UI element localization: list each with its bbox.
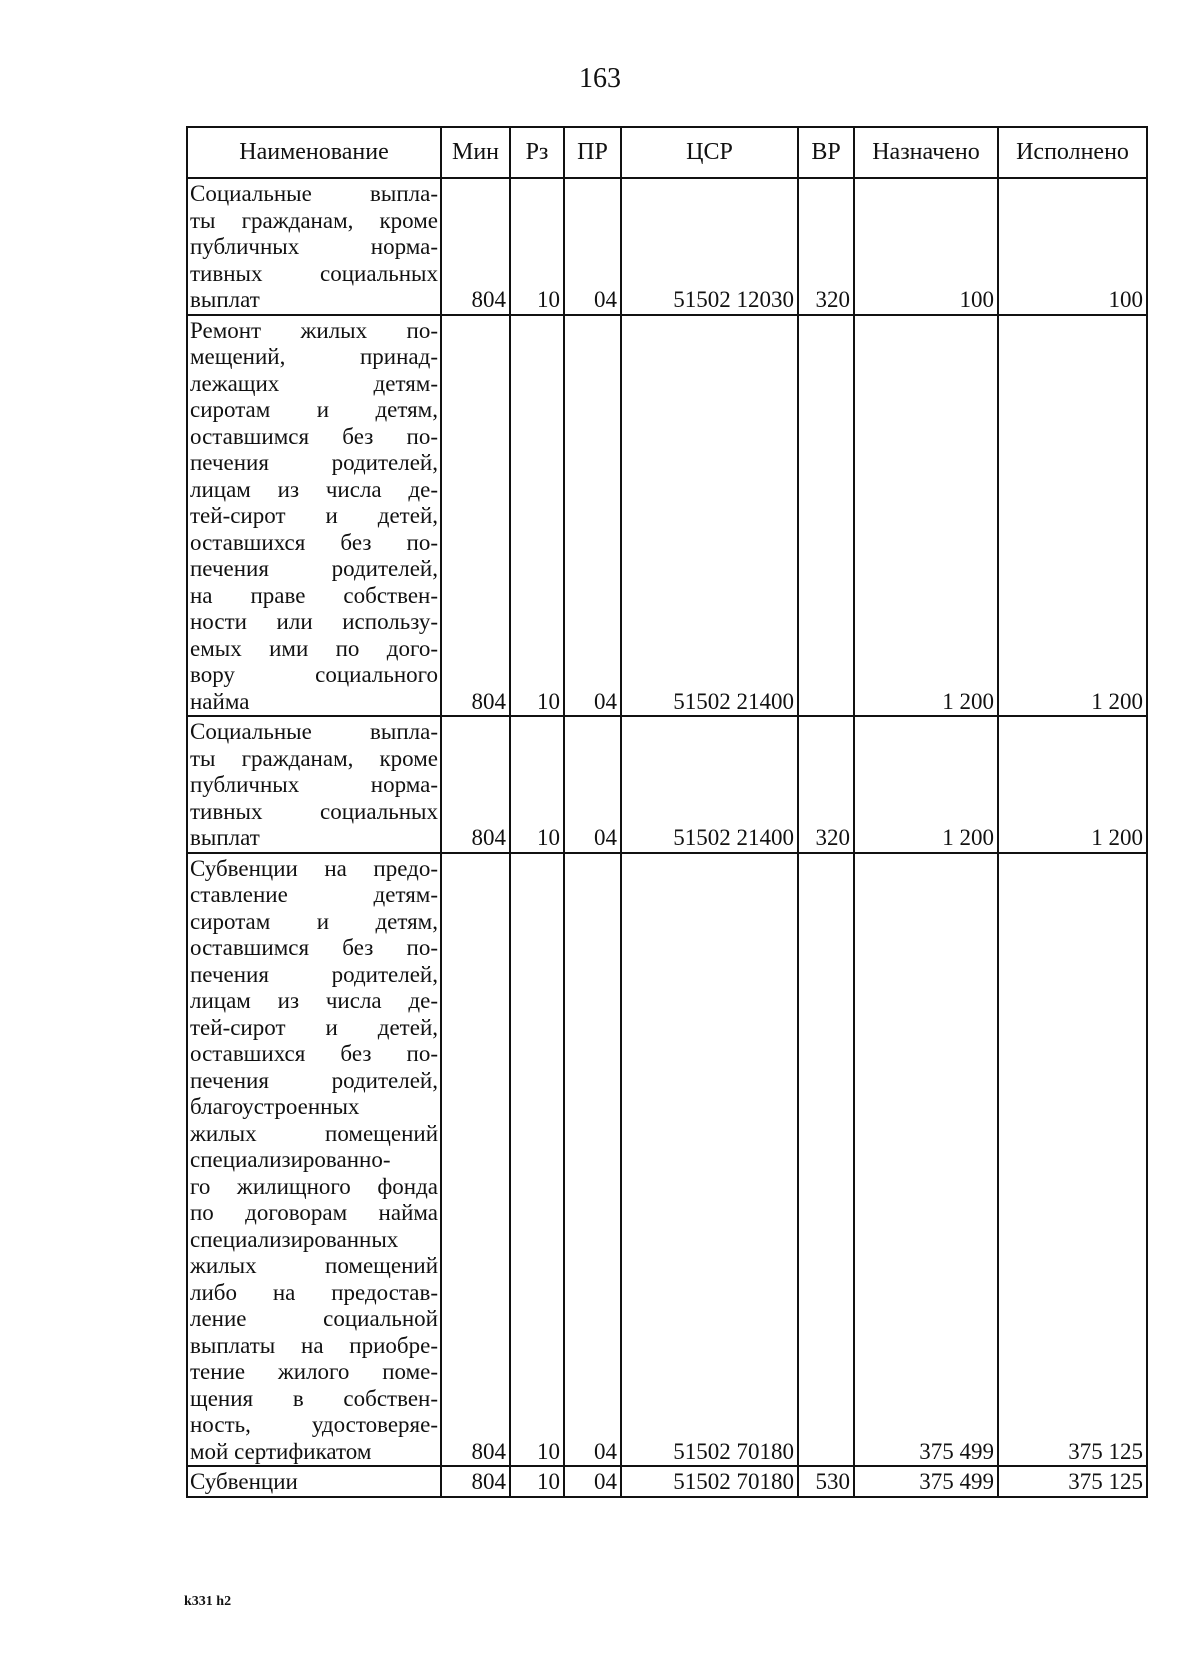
name-line: выплат	[190, 825, 260, 850]
cell-vr: 320	[798, 716, 854, 853]
header-pr: ПР	[564, 127, 621, 178]
name-line: ности или использу-	[190, 609, 438, 634]
cell-assigned: 100	[854, 178, 998, 315]
cell-min: 804	[441, 178, 510, 315]
cell-name	[187, 716, 441, 853]
name-line: выплаты на приобре-	[190, 1332, 438, 1358]
name-line: выплат	[190, 287, 260, 312]
name-line: найма	[190, 688, 250, 714]
cell-rz: 10	[510, 178, 564, 315]
cell-vr: 320	[798, 178, 854, 315]
name-line: Социальные выпла-	[190, 719, 438, 744]
cell-vr	[798, 853, 854, 1467]
name-line: ты гражданам, кроме	[190, 207, 438, 233]
header-csr: ЦСР	[621, 127, 798, 178]
name-line: публичных норма-	[190, 772, 438, 797]
name-line: печения родителей,	[190, 1067, 438, 1093]
name-line: тей-сирот и детей,	[190, 1014, 438, 1040]
cell-executed: 100	[998, 178, 1147, 315]
cell-min: 804	[441, 853, 510, 1467]
cell-csr: 51502 12030	[621, 178, 798, 315]
name-line: тивных социальных	[190, 798, 438, 824]
cell-rz: 10	[510, 716, 564, 853]
name-line: на праве собствен-	[190, 582, 438, 608]
table-row	[187, 853, 1147, 1467]
name-line: печения родителей,	[190, 556, 438, 581]
cell-executed: 1 200	[998, 315, 1147, 717]
cell-name	[187, 315, 441, 717]
name-line: благоустроенных	[190, 1094, 360, 1119]
table-row	[187, 178, 1147, 315]
cell-rz: 10	[510, 853, 564, 1467]
name-line: ление социальной	[190, 1306, 438, 1331]
cell-executed: 1 200	[998, 716, 1147, 853]
cell-csr: 51502 70180	[621, 1466, 798, 1497]
name-line: оставшихся без по-	[190, 1041, 438, 1066]
cell-min: 804	[441, 315, 510, 717]
name-line: вору социального	[190, 662, 438, 687]
cell-vr: 530	[798, 1466, 854, 1497]
cell-assigned: 1 200	[854, 315, 998, 717]
name-line: по договорам найма	[190, 1200, 438, 1225]
name-line: Ремонт жилых по-	[190, 317, 438, 343]
name-line: щения в собствен-	[190, 1385, 438, 1411]
name-line: оставшимся без по-	[190, 423, 438, 449]
cell-vr	[798, 315, 854, 717]
name-line: мещений, принад-	[190, 344, 438, 369]
name-line: сиротам и детям,	[190, 397, 438, 422]
header-name: Наименование	[187, 127, 441, 178]
cell-executed: 375 125	[998, 1466, 1147, 1497]
cell-pr: 04	[564, 716, 621, 853]
name-line: Субвенции	[190, 1469, 298, 1494]
table-header-row	[187, 127, 1147, 178]
name-line: специализированно-	[190, 1147, 391, 1172]
header-vr: ВР	[798, 127, 854, 178]
name-line: специализированных	[190, 1226, 399, 1252]
footer-code: k331 h2	[184, 1594, 232, 1609]
cell-min: 804	[441, 1466, 510, 1497]
cell-csr: 51502 70180	[621, 853, 798, 1467]
table-row	[187, 315, 1147, 717]
table-row	[187, 1466, 1147, 1497]
name-line: тивных социальных	[190, 260, 438, 286]
cell-pr: 04	[564, 853, 621, 1467]
name-line: лежащих детям-	[190, 370, 438, 396]
cell-name	[187, 853, 441, 1467]
cell-csr: 51502 21400	[621, 315, 798, 717]
name-line: тение жилого поме-	[190, 1359, 438, 1384]
cell-name	[187, 178, 441, 315]
page-number: 163	[579, 63, 621, 94]
name-line: публичных норма-	[190, 234, 438, 259]
name-line: ставление детям-	[190, 882, 438, 907]
name-line: оставшихся без по-	[190, 529, 438, 555]
cell-assigned: 1 200	[854, 716, 998, 853]
name-line: тей-сирот и детей,	[190, 503, 438, 528]
name-line: печения родителей,	[190, 961, 438, 987]
cell-rz: 10	[510, 1466, 564, 1497]
table-body	[187, 178, 1147, 1497]
cell-assigned: 375 499	[854, 853, 998, 1467]
name-line: печения родителей,	[190, 450, 438, 475]
header-min: Мин	[441, 127, 510, 178]
name-line: емых ими по дого-	[190, 635, 438, 661]
budget-table	[186, 126, 1148, 1498]
name-line: сиротам и детям,	[190, 908, 438, 934]
name-line: ность, удостоверяе-	[190, 1412, 438, 1437]
header-rz: Рз	[510, 127, 564, 178]
name-line: оставшимся без по-	[190, 935, 438, 960]
cell-executed: 375 125	[998, 853, 1147, 1467]
name-line: мой сертификатом	[190, 1438, 372, 1464]
cell-rz: 10	[510, 315, 564, 717]
cell-pr: 04	[564, 178, 621, 315]
name-line: ты гражданам, кроме	[190, 745, 438, 771]
header-executed: Исполнено	[998, 127, 1147, 178]
cell-csr: 51502 21400	[621, 716, 798, 853]
name-line: лицам из числа де-	[190, 476, 438, 502]
name-line: лицам из числа де-	[190, 988, 438, 1013]
name-line: Социальные выпла-	[190, 181, 438, 206]
name-line: либо на предостав-	[190, 1279, 438, 1305]
header-assigned: Назначено	[854, 127, 998, 178]
table-row	[187, 716, 1147, 853]
cell-pr: 04	[564, 1466, 621, 1497]
cell-min: 804	[441, 716, 510, 853]
cell-name	[187, 1466, 441, 1497]
name-line: жилых помещений	[190, 1120, 438, 1146]
name-line: Субвенции на предо-	[190, 855, 438, 881]
cell-assigned: 375 499	[854, 1466, 998, 1497]
name-line: жилых помещений	[190, 1253, 438, 1278]
name-line: го жилищного фонда	[190, 1173, 438, 1199]
cell-pr: 04	[564, 315, 621, 717]
